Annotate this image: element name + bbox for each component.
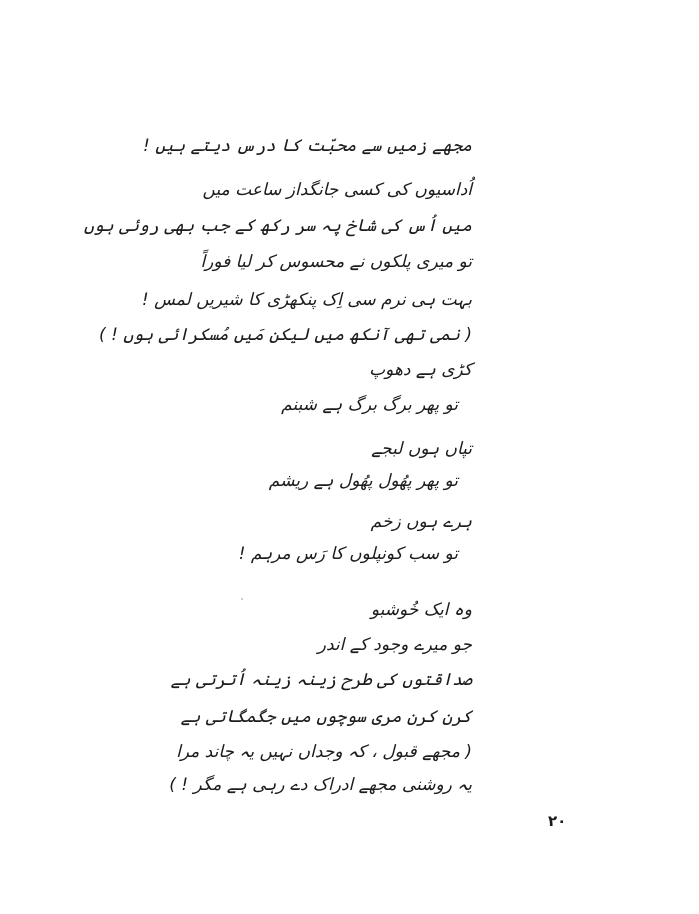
poem-line: ( مجھے قبول ، کہ وجداں نہیں یہ چاند مرا <box>176 742 472 762</box>
poem-line: یہ روشنی مجھے ادراک دے رہی ہے مگر ! ) <box>169 775 472 795</box>
poem-line: ہرے ہوں زخم <box>370 512 472 532</box>
poem-line: وہ ایک خُوشبو <box>370 600 472 620</box>
poem-line: میں اُس کی شاخ پہ سر رکھ کے جب بھی روئی ہوں <box>83 216 472 236</box>
poem-line: تو سب کونپلوں کا رَس مرہم ! <box>238 544 458 564</box>
poem-line: تو پھر پھُول پھُول ہے ریشم <box>268 471 458 491</box>
poem-line: اُداسیوں کی کسی جانگداز ساعت میں <box>202 180 472 200</box>
page-number: ۲۰ <box>548 812 567 830</box>
poem-line: مجھے زمیں سے محبّت کا درس دیتے ہیں ! <box>143 136 472 156</box>
poem-line: کڑی ہے دھوپ <box>369 360 472 380</box>
poem-line: تپاں ہوں لبجے <box>371 439 472 459</box>
poem-line: بہت ہی نرم سی اِک پنکھڑی کا شیریں لمس ! <box>141 290 472 310</box>
scan-speck <box>241 598 243 600</box>
poem-line: جو میرے وجود کے اندر <box>317 635 472 655</box>
poem-line: ( نمی تھی آنکھ میں لیکن مَیں مُسکرائی ہوں ! ) <box>99 325 472 345</box>
poem-line: صداقتوں کی طرح زینہ زینہ اُترتی ہے <box>170 670 472 690</box>
poem-line: تو میری پلکوں نے محسوس کر لیا فوراً <box>200 252 472 272</box>
poem-line: کرن کرن مری سوچوں میں جگمگاتی ہے <box>180 707 472 727</box>
poem-line: تو پھر برگ برگ ہے شبنم <box>281 395 458 415</box>
